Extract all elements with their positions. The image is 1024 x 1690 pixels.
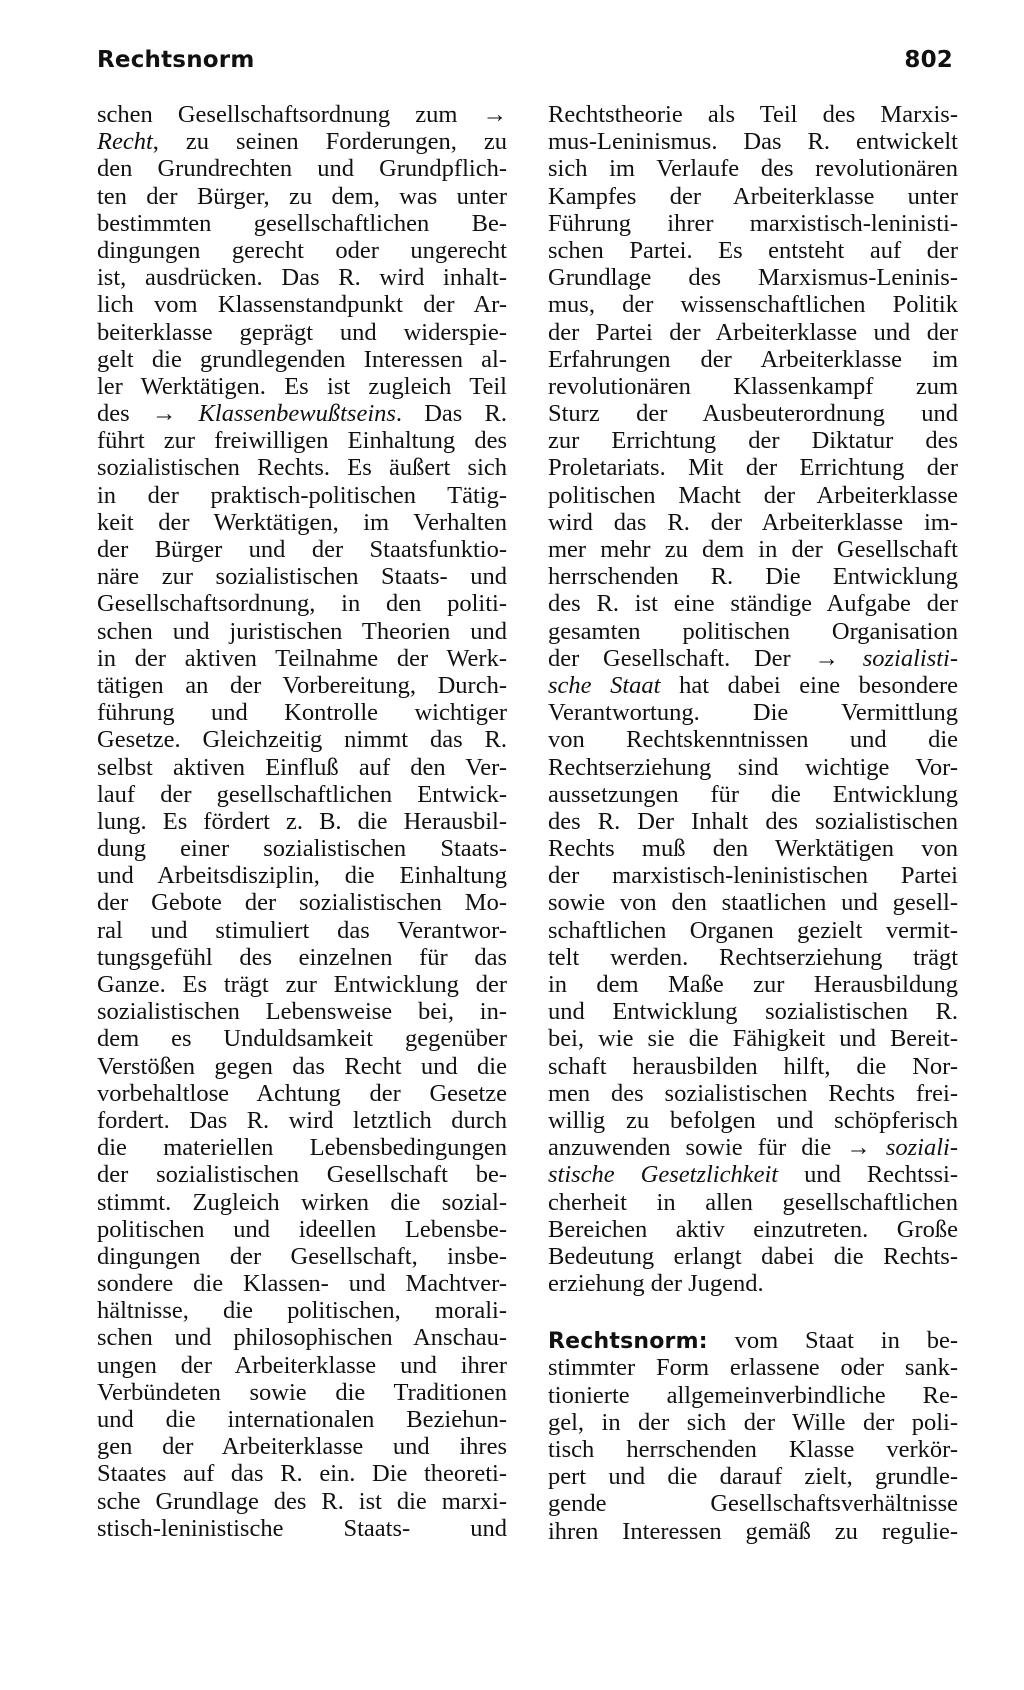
right-text-column: [548, 101, 958, 1545]
entry-separator: [548, 1297, 958, 1327]
text-line: zur Errichtung der Diktatur des: [548, 427, 958, 455]
text-line: politischen Macht der Arbeiterklasse: [548, 481, 958, 509]
text-line: sche Grundlage des R. ist die marxi-: [97, 1487, 507, 1515]
text-line: fordert. Das R. wird letztlich durch: [97, 1106, 507, 1134]
text-line: lauf der gesellschaftlichen Entwick-: [97, 780, 507, 808]
right-column-body: [548, 101, 958, 1297]
text-line: lung. Es fördert z. B. die Herausbil-: [97, 807, 507, 835]
text-line: der Gebote der sozialistischen Mo-: [97, 889, 507, 917]
text-line: lich vom Klassenstandpunkt der Ar-: [97, 291, 507, 319]
text-line: der sozialistischen Gesellschaft be-: [97, 1161, 507, 1189]
text-line: Verbündeten sowie die Traditionen: [97, 1378, 507, 1406]
text-line: tungsgefühl des einzelnen für das: [97, 943, 507, 971]
entry-line: gende Gesellschaftsverhältnisse: [548, 1490, 958, 1518]
text-line: Staates auf das R. ein. Die theoreti-: [97, 1460, 507, 1488]
text-line: aussetzungen für die Entwicklung: [548, 780, 958, 808]
text-line: Recht, zu seinen Forderungen, zu: [97, 128, 507, 156]
text-line: näre zur sozialistischen Staats- und: [97, 563, 507, 591]
entry-line: tisch herrschenden Klasse verkör-: [548, 1436, 958, 1463]
text-line: revolutionären Klassenkampf zum: [548, 372, 958, 400]
text-line: den Grundrechten und Grundpflich-: [97, 155, 507, 183]
text-line: in der aktiven Teilnahme der Werk-: [97, 644, 507, 672]
text-line: mer mehr zu dem in der Gesellschaft: [548, 536, 958, 563]
text-line: schaft herausbilden hilft, die Nor-: [548, 1052, 958, 1080]
text-line: der marxistisch-leninistischen Partei: [548, 862, 958, 890]
text-line: cherheit in allen gesellschaftlichen: [548, 1188, 958, 1216]
text-line: gelt die grundlegenden Interessen al-: [97, 345, 507, 373]
text-line: der Bürger und der Staatsfunktio-: [97, 536, 507, 563]
text-line: sondere die Klassen- und Machtver-: [97, 1270, 507, 1298]
text-line: Verstößen gegen das Recht und die: [97, 1052, 507, 1080]
text-line: Bedeutung erlangt dabei die Rechts-: [548, 1242, 958, 1270]
text-line: gesamten politischen Organisation: [548, 617, 958, 645]
running-head: [97, 47, 953, 81]
text-line: politischen und ideellen Lebensbe-: [97, 1215, 507, 1243]
text-line: Verantwortung. Die Vermittlung: [548, 699, 958, 727]
text-line: Bereichen aktiv einzutreten. Große: [548, 1215, 958, 1243]
text-line: Proletariats. Mit der Errichtung der: [548, 454, 958, 482]
text-line: Führung ihrer marxistisch-leninisti-: [548, 209, 958, 237]
text-line: sozialistischen Rechts. Es äußert sich: [97, 454, 507, 482]
text-line: bestimmten gesellschaftlichen Be-: [97, 209, 507, 237]
text-line: Rechtstheorie als Teil des Marxis-: [548, 101, 958, 128]
text-line: hältnisse, die politischen, morali-: [97, 1297, 507, 1325]
text-line: dem es Unduldsamkeit gegenüber: [97, 1025, 507, 1053]
text-line: anzuwenden sowie für die → soziali-: [548, 1134, 958, 1162]
entry-line: pert und die darauf zielt, grundle-: [548, 1463, 958, 1491]
text-line: sozialistischen Lebensweise bei, in-: [97, 998, 507, 1026]
text-line: schen Partei. Es entsteht auf der: [548, 236, 958, 264]
text-line: führung und Kontrolle wichtiger: [97, 699, 507, 727]
text-line: stische Gesetzlichkeit und Rechtssi-: [548, 1161, 958, 1189]
text-line: und die internationalen Beziehun-: [97, 1406, 507, 1433]
text-line: telt werden. Rechtserziehung trägt: [548, 943, 958, 971]
text-line: sich im Verlaufe des revolutionären: [548, 155, 958, 183]
text-line: und Arbeitsdisziplin, die Einhaltung: [97, 862, 507, 890]
text-line: Rechts muß den Werktätigen von: [548, 835, 958, 863]
text-line: ten der Bürger, zu dem, was unter: [97, 182, 507, 210]
text-line: beiterklasse geprägt und widerspie-: [97, 318, 507, 346]
text-line: tätigen an der Vorbereitung, Durch-: [97, 671, 507, 699]
entry-line: stimmter Form erlassene oder sank-: [548, 1354, 958, 1382]
text-line: wird das R. der Arbeiterklasse im-: [548, 508, 958, 536]
text-line: Gesetze. Gleichzeitig nimmt das R.: [97, 726, 507, 754]
text-line: stimmt. Zugleich wirken die sozial-: [97, 1188, 507, 1216]
text-line: der Partei der Arbeiterklasse und der: [548, 318, 958, 346]
text-line: ral und stimuliert das Verantwor-: [97, 916, 507, 944]
text-line: Ganze. Es trägt zur Entwicklung der: [97, 971, 507, 998]
text-line: von Rechtskenntnissen und die: [548, 726, 958, 754]
page-number: 802: [904, 47, 953, 73]
text-line: und Entwicklung sozialistischen R.: [548, 998, 958, 1026]
entry-headword: Rechtsnorm:: [548, 1329, 708, 1355]
text-line: gen der Arbeiterklasse und ihres: [97, 1433, 507, 1461]
text-line: sche Staat hat dabei eine besondere: [548, 671, 958, 699]
left-text-column: [97, 101, 507, 1542]
text-line: ist, ausdrücken. Das R. wird inhalt-: [97, 264, 507, 292]
text-line: schaftlichen Organen gezielt vermit-: [548, 916, 958, 944]
text-line: herrschenden R. Die Entwicklung: [548, 563, 958, 591]
text-line: ler Werktätigen. Es ist zugleich Teil: [97, 372, 507, 400]
text-line: mus, der wissenschaftlichen Politik: [548, 291, 958, 319]
dictionary-entry-rechtsnorm: [548, 1327, 958, 1545]
text-line: keit der Werktätigen, im Verhalten: [97, 508, 507, 536]
text-line: schen und philosophischen Anschau-: [97, 1324, 507, 1352]
text-line: men des sozialistischen Rechts frei-: [548, 1079, 958, 1107]
entry-line: tionierte allgemeinverbindliche Re-: [548, 1381, 958, 1409]
text-line: in dem Maße zur Herausbildung: [548, 971, 958, 998]
text-line: dung einer sozialistischen Staats-: [97, 835, 507, 863]
text-line: ungen der Arbeiterklasse und ihrer: [97, 1351, 507, 1379]
entry-line-text: vom Staat in be-: [707, 1327, 958, 1355]
text-line: Rechtserziehung sind wichtige Vor-: [548, 753, 958, 781]
text-line: in der praktisch-politischen Tätig-: [97, 481, 507, 509]
text-line: sowie von den staatlichen und gesell-: [548, 889, 958, 917]
text-line: schen und juristischen Theorien und: [97, 617, 507, 645]
text-line: selbst aktiven Einfluß auf den Ver-: [97, 753, 507, 781]
text-line: Sturz der Ausbeuterordnung und: [548, 400, 958, 428]
text-line: Erfahrungen der Arbeiterklasse im: [548, 345, 958, 373]
text-line: des → Klassenbewußtseins. Das R.: [97, 400, 507, 428]
text-line: dingungen der Gesellschaft, insbe-: [97, 1242, 507, 1270]
text-line: der Gesellschaft. Der → sozialisti-: [548, 644, 958, 672]
entry-line: ihren Interessen gemäß zu regulie-: [548, 1517, 958, 1545]
text-line: die materiellen Lebensbedingungen: [97, 1134, 507, 1162]
text-line: stisch-leninistische Staats- und: [97, 1514, 507, 1542]
text-line: schen Gesellschaftsordnung zum →: [97, 101, 507, 128]
text-line: dingungen gerecht oder ungerecht: [97, 236, 507, 264]
entry-line: [548, 1327, 958, 1354]
text-line: des R. ist eine ständige Aufgabe der: [548, 590, 958, 618]
running-head-title: Rechtsnorm: [97, 47, 255, 73]
text-line: erziehung der Jugend.: [548, 1270, 764, 1298]
text-line: vorbehaltlose Achtung der Gesetze: [97, 1079, 507, 1107]
text-line: mus-Leninismus. Das R. entwickelt: [548, 128, 958, 156]
text-line: willig zu befolgen und schöpferisch: [548, 1106, 958, 1134]
text-line: führt zur freiwilligen Einhaltung des: [97, 427, 507, 455]
entry-line: gel, in der sich der Wille der poli-: [548, 1408, 958, 1436]
text-line: bei, wie sie die Fähigkeit und Bereit-: [548, 1025, 958, 1053]
text-line: Grundlage des Marxismus-Leninis-: [548, 264, 958, 292]
text-line: Kampfes der Arbeiterklasse unter: [548, 182, 958, 210]
text-line: des R. Der Inhalt des sozialistischen: [548, 807, 958, 835]
text-line: Gesellschaftsordnung, in den politi-: [97, 590, 507, 618]
